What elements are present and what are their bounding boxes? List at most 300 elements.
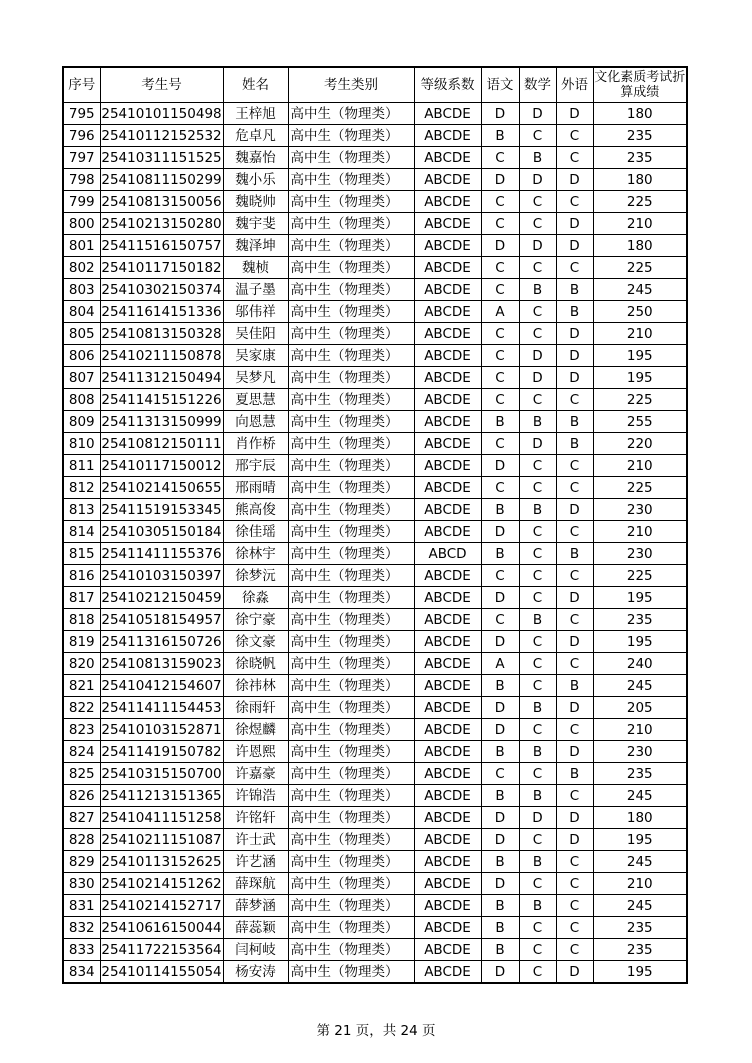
cell-chinese: C <box>481 147 519 169</box>
cell-foreign: C <box>556 939 593 961</box>
cell-category: 高中生（物理类） <box>288 213 414 235</box>
cell-foreign: C <box>556 851 593 873</box>
cell-exam-no: 25411722153564 <box>100 939 223 961</box>
cell-category: 高中生（物理类） <box>288 433 414 455</box>
cell-category: 高中生（物理类） <box>288 587 414 609</box>
cell-math: C <box>519 565 556 587</box>
cell-grade-coeff: ABCDE <box>414 895 481 917</box>
cell-category: 高中生（物理类） <box>288 477 414 499</box>
cell-math: C <box>519 323 556 345</box>
cell-category: 高中生（物理类） <box>288 565 414 587</box>
cell-name: 魏宇斐 <box>223 213 288 235</box>
table-row <box>63 609 687 631</box>
cell-exam-no: 25410813150056 <box>100 191 223 213</box>
cell-grade-coeff: ABCDE <box>414 147 481 169</box>
table-row <box>63 103 687 125</box>
cell-math: B <box>519 895 556 917</box>
cell-exam-no: 25411411155376 <box>100 543 223 565</box>
cell-name: 徐雨轩 <box>223 697 288 719</box>
cell-category: 高中生（物理类） <box>288 147 414 169</box>
cell-category: 高中生（物理类） <box>288 235 414 257</box>
cell-foreign: C <box>556 917 593 939</box>
cell-exam-no: 25410103152871 <box>100 719 223 741</box>
cell-math: D <box>519 433 556 455</box>
cell-name: 熊高俊 <box>223 499 288 521</box>
cell-exam-no: 25410117150182 <box>100 257 223 279</box>
table-row <box>63 587 687 609</box>
table-row <box>63 873 687 895</box>
table-row <box>63 675 687 697</box>
cell-category: 高中生（物理类） <box>288 719 414 741</box>
cell-grade-coeff: ABCDE <box>414 367 481 389</box>
cell-score: 180 <box>593 235 687 257</box>
table-row <box>63 807 687 829</box>
cell-category: 高中生（物理类） <box>288 939 414 961</box>
cell-category: 高中生（物理类） <box>288 961 414 984</box>
cell-category: 高中生（物理类） <box>288 631 414 653</box>
table-row <box>63 565 687 587</box>
cell-seq: 812 <box>63 477 100 499</box>
table-row <box>63 543 687 565</box>
header-seq: 序号 <box>63 67 100 103</box>
cell-exam-no: 25410117150012 <box>100 455 223 477</box>
cell-chinese: D <box>481 631 519 653</box>
cell-math: C <box>519 675 556 697</box>
cell-grade-coeff: ABCDE <box>414 345 481 367</box>
cell-chinese: B <box>481 543 519 565</box>
cell-math: D <box>519 807 556 829</box>
cell-foreign: B <box>556 301 593 323</box>
cell-seq: 823 <box>63 719 100 741</box>
cell-seq: 798 <box>63 169 100 191</box>
cell-chinese: D <box>481 455 519 477</box>
cell-category: 高中生（物理类） <box>288 917 414 939</box>
cell-math: C <box>519 631 556 653</box>
table-row <box>63 697 687 719</box>
cell-name: 徐煜麟 <box>223 719 288 741</box>
cell-seq: 834 <box>63 961 100 984</box>
header-category: 考生类别 <box>288 67 414 103</box>
table-row <box>63 213 687 235</box>
table-row <box>63 895 687 917</box>
cell-exam-no: 25410813159023 <box>100 653 223 675</box>
cell-name: 温子墨 <box>223 279 288 301</box>
cell-seq: 815 <box>63 543 100 565</box>
cell-seq: 810 <box>63 433 100 455</box>
cell-name: 徐佳瑶 <box>223 521 288 543</box>
cell-category: 高中生（物理类） <box>288 279 414 301</box>
cell-math: C <box>519 521 556 543</box>
cell-foreign: C <box>556 719 593 741</box>
cell-category: 高中生（物理类） <box>288 829 414 851</box>
cell-category: 高中生（物理类） <box>288 785 414 807</box>
table-row <box>63 521 687 543</box>
cell-category: 高中生（物理类） <box>288 389 414 411</box>
table-row <box>63 763 687 785</box>
cell-category: 高中生（物理类） <box>288 653 414 675</box>
cell-name: 吴佳阳 <box>223 323 288 345</box>
cell-exam-no: 25410211150878 <box>100 345 223 367</box>
cell-name: 魏小乐 <box>223 169 288 191</box>
cell-category: 高中生（物理类） <box>288 411 414 433</box>
cell-grade-coeff: ABCDE <box>414 873 481 895</box>
cell-seq: 807 <box>63 367 100 389</box>
header-grade-coeff: 等级系数 <box>414 67 481 103</box>
table-row <box>63 235 687 257</box>
cell-math: C <box>519 873 556 895</box>
cell-seq: 820 <box>63 653 100 675</box>
cell-chinese: C <box>481 389 519 411</box>
cell-category: 高中生（物理类） <box>288 543 414 565</box>
cell-math: C <box>519 917 556 939</box>
table-row <box>63 125 687 147</box>
cell-math: D <box>519 367 556 389</box>
cell-math: B <box>519 147 556 169</box>
cell-score: 235 <box>593 147 687 169</box>
cell-seq: 796 <box>63 125 100 147</box>
cell-math: D <box>519 169 556 191</box>
cell-foreign: B <box>556 279 593 301</box>
cell-grade-coeff: ABCDE <box>414 565 481 587</box>
cell-score: 225 <box>593 389 687 411</box>
cell-name: 徐文豪 <box>223 631 288 653</box>
cell-score: 195 <box>593 345 687 367</box>
cell-seq: 827 <box>63 807 100 829</box>
cell-exam-no: 25411419150782 <box>100 741 223 763</box>
cell-category: 高中生（物理类） <box>288 521 414 543</box>
table-row <box>63 499 687 521</box>
table-row <box>63 411 687 433</box>
cell-category: 高中生（物理类） <box>288 851 414 873</box>
cell-chinese: D <box>481 719 519 741</box>
cell-exam-no: 25410211151087 <box>100 829 223 851</box>
cell-name: 吴梦凡 <box>223 367 288 389</box>
cell-chinese: D <box>481 103 519 125</box>
cell-score: 240 <box>593 653 687 675</box>
cell-math: C <box>519 477 556 499</box>
cell-math: C <box>519 763 556 785</box>
cell-grade-coeff: ABCDE <box>414 301 481 323</box>
cell-score: 195 <box>593 631 687 653</box>
cell-score: 230 <box>593 543 687 565</box>
cell-grade-coeff: ABCDE <box>414 433 481 455</box>
cell-exam-no: 25410302150374 <box>100 279 223 301</box>
cell-foreign: C <box>556 521 593 543</box>
cell-exam-no: 25410518154957 <box>100 609 223 631</box>
cell-math: C <box>519 653 556 675</box>
cell-chinese: D <box>481 235 519 257</box>
cell-exam-no: 25410214150655 <box>100 477 223 499</box>
cell-grade-coeff: ABCDE <box>414 807 481 829</box>
cell-score: 250 <box>593 301 687 323</box>
cell-foreign: D <box>556 367 593 389</box>
cell-chinese: C <box>481 367 519 389</box>
cell-category: 高中生（物理类） <box>288 345 414 367</box>
cell-seq: 806 <box>63 345 100 367</box>
table-row <box>63 961 687 984</box>
table-row <box>63 455 687 477</box>
cell-math: D <box>519 103 556 125</box>
cell-seq: 800 <box>63 213 100 235</box>
table-row <box>63 477 687 499</box>
cell-seq: 829 <box>63 851 100 873</box>
cell-math: D <box>519 235 556 257</box>
cell-foreign: B <box>556 433 593 455</box>
cell-category: 高中生（物理类） <box>288 895 414 917</box>
cell-exam-no: 25411614151336 <box>100 301 223 323</box>
cell-grade-coeff: ABCDE <box>414 411 481 433</box>
cell-math: D <box>519 345 556 367</box>
cell-grade-coeff: ABCDE <box>414 323 481 345</box>
table-row <box>63 829 687 851</box>
cell-seq: 832 <box>63 917 100 939</box>
cell-name: 徐淼 <box>223 587 288 609</box>
table-row <box>63 433 687 455</box>
cell-name: 夏思慧 <box>223 389 288 411</box>
cell-math: C <box>519 961 556 984</box>
table-row <box>63 169 687 191</box>
cell-score: 210 <box>593 521 687 543</box>
cell-name: 邢雨晴 <box>223 477 288 499</box>
cell-foreign: D <box>556 741 593 763</box>
cell-score: 205 <box>593 697 687 719</box>
cell-grade-coeff: ABCDE <box>414 741 481 763</box>
cell-foreign: C <box>556 125 593 147</box>
cell-exam-no: 25410212150459 <box>100 587 223 609</box>
cell-foreign: D <box>556 587 593 609</box>
cell-score: 210 <box>593 213 687 235</box>
cell-name: 薛梦涵 <box>223 895 288 917</box>
table-row <box>63 917 687 939</box>
cell-foreign: C <box>556 257 593 279</box>
header-exam-no: 考生号 <box>100 67 223 103</box>
cell-grade-coeff: ABCDE <box>414 851 481 873</box>
cell-score: 230 <box>593 499 687 521</box>
cell-foreign: B <box>556 411 593 433</box>
cell-name: 魏晓帅 <box>223 191 288 213</box>
cell-seq: 801 <box>63 235 100 257</box>
table-body <box>63 103 687 984</box>
cell-seq: 818 <box>63 609 100 631</box>
cell-grade-coeff: ABCDE <box>414 631 481 653</box>
cell-score: 230 <box>593 741 687 763</box>
cell-exam-no: 25411411154453 <box>100 697 223 719</box>
cell-category: 高中生（物理类） <box>288 103 414 125</box>
cell-name: 闫柯岐 <box>223 939 288 961</box>
cell-exam-no: 25410305150184 <box>100 521 223 543</box>
cell-exam-no: 25410311151525 <box>100 147 223 169</box>
cell-category: 高中生（物理类） <box>288 301 414 323</box>
cell-category: 高中生（物理类） <box>288 169 414 191</box>
cell-grade-coeff: ABCDE <box>414 719 481 741</box>
cell-exam-no: 25410411151258 <box>100 807 223 829</box>
table-row <box>63 719 687 741</box>
table-row <box>63 323 687 345</box>
cell-foreign: D <box>556 323 593 345</box>
cell-exam-no: 25410315150700 <box>100 763 223 785</box>
cell-chinese: B <box>481 785 519 807</box>
cell-chinese: D <box>481 587 519 609</box>
cell-math: B <box>519 279 556 301</box>
cell-score: 245 <box>593 785 687 807</box>
cell-foreign: C <box>556 147 593 169</box>
cell-name: 向恩慧 <box>223 411 288 433</box>
cell-exam-no: 25410113152625 <box>100 851 223 873</box>
cell-grade-coeff: ABCDE <box>414 499 481 521</box>
cell-score: 245 <box>593 675 687 697</box>
table-row <box>63 939 687 961</box>
cell-chinese: C <box>481 345 519 367</box>
cell-name: 徐宁豪 <box>223 609 288 631</box>
cell-score: 210 <box>593 719 687 741</box>
cell-math: C <box>519 191 556 213</box>
cell-grade-coeff: ABCDE <box>414 675 481 697</box>
cell-exam-no: 25410811150299 <box>100 169 223 191</box>
cell-score: 180 <box>593 169 687 191</box>
cell-seq: 797 <box>63 147 100 169</box>
cell-math: B <box>519 499 556 521</box>
cell-exam-no: 25410101150498 <box>100 103 223 125</box>
cell-grade-coeff: ABCDE <box>414 125 481 147</box>
cell-math: B <box>519 411 556 433</box>
cell-seq: 809 <box>63 411 100 433</box>
table-row <box>63 851 687 873</box>
cell-grade-coeff: ABCDE <box>414 191 481 213</box>
cell-exam-no: 25410214151262 <box>100 873 223 895</box>
cell-score: 245 <box>593 851 687 873</box>
cell-foreign: C <box>556 895 593 917</box>
cell-math: C <box>519 389 556 411</box>
score-table <box>62 66 688 984</box>
cell-score: 180 <box>593 103 687 125</box>
cell-score: 225 <box>593 191 687 213</box>
cell-chinese: B <box>481 851 519 873</box>
cell-chinese: C <box>481 565 519 587</box>
cell-math: C <box>519 257 556 279</box>
cell-seq: 830 <box>63 873 100 895</box>
cell-grade-coeff: ABCDE <box>414 521 481 543</box>
cell-exam-no: 25410616150044 <box>100 917 223 939</box>
cell-chinese: C <box>481 609 519 631</box>
cell-grade-coeff: ABCDE <box>414 917 481 939</box>
cell-seq: 821 <box>63 675 100 697</box>
header-score: 文化素质考试折算成绩 <box>593 67 687 103</box>
cell-chinese: B <box>481 939 519 961</box>
cell-grade-coeff: ABCDE <box>414 653 481 675</box>
cell-chinese: A <box>481 653 519 675</box>
cell-seq: 833 <box>63 939 100 961</box>
cell-grade-coeff: ABCDE <box>414 213 481 235</box>
cell-name: 许恩熙 <box>223 741 288 763</box>
cell-foreign: C <box>556 565 593 587</box>
cell-chinese: B <box>481 411 519 433</box>
cell-score: 210 <box>593 323 687 345</box>
cell-name: 邢宇辰 <box>223 455 288 477</box>
cell-name: 邬伟祥 <box>223 301 288 323</box>
cell-seq: 822 <box>63 697 100 719</box>
cell-category: 高中生（物理类） <box>288 873 414 895</box>
cell-name: 魏嘉怡 <box>223 147 288 169</box>
cell-grade-coeff: ABCDE <box>414 389 481 411</box>
cell-seq: 813 <box>63 499 100 521</box>
cell-exam-no: 25410114155054 <box>100 961 223 984</box>
cell-chinese: C <box>481 279 519 301</box>
cell-category: 高中生（物理类） <box>288 191 414 213</box>
cell-grade-coeff: ABCDE <box>414 609 481 631</box>
cell-chinese: C <box>481 323 519 345</box>
cell-math: C <box>519 213 556 235</box>
cell-foreign: C <box>556 455 593 477</box>
cell-seq: 803 <box>63 279 100 301</box>
cell-score: 195 <box>593 367 687 389</box>
cell-math: C <box>519 939 556 961</box>
cell-exam-no: 25410812150111 <box>100 433 223 455</box>
cell-category: 高中生（物理类） <box>288 697 414 719</box>
cell-exam-no: 25410412154607 <box>100 675 223 697</box>
cell-foreign: D <box>556 961 593 984</box>
cell-seq: 808 <box>63 389 100 411</box>
cell-grade-coeff: ABCDE <box>414 961 481 984</box>
cell-chinese: A <box>481 301 519 323</box>
cell-score: 195 <box>593 829 687 851</box>
cell-foreign: C <box>556 609 593 631</box>
cell-foreign: B <box>556 675 593 697</box>
cell-exam-no: 25411519153345 <box>100 499 223 521</box>
cell-chinese: D <box>481 169 519 191</box>
cell-grade-coeff: ABCDE <box>414 939 481 961</box>
cell-category: 高中生（物理类） <box>288 807 414 829</box>
cell-foreign: C <box>556 389 593 411</box>
cell-foreign: C <box>556 873 593 895</box>
cell-math: C <box>519 829 556 851</box>
cell-foreign: D <box>556 103 593 125</box>
cell-name: 徐林宇 <box>223 543 288 565</box>
cell-exam-no: 25410112152532 <box>100 125 223 147</box>
cell-seq: 805 <box>63 323 100 345</box>
cell-name: 肖作桥 <box>223 433 288 455</box>
cell-score: 225 <box>593 257 687 279</box>
cell-foreign: C <box>556 785 593 807</box>
cell-math: C <box>519 587 556 609</box>
cell-score: 245 <box>593 895 687 917</box>
cell-chinese: B <box>481 895 519 917</box>
cell-category: 高中生（物理类） <box>288 763 414 785</box>
cell-score: 235 <box>593 763 687 785</box>
cell-math: C <box>519 543 556 565</box>
cell-grade-coeff: ABCDE <box>414 697 481 719</box>
cell-math: B <box>519 609 556 631</box>
cell-score: 180 <box>593 807 687 829</box>
cell-foreign: D <box>556 499 593 521</box>
cell-name: 薛蕊颖 <box>223 917 288 939</box>
cell-exam-no: 25411316150726 <box>100 631 223 653</box>
cell-chinese: B <box>481 125 519 147</box>
cell-category: 高中生（物理类） <box>288 609 414 631</box>
cell-seq: 802 <box>63 257 100 279</box>
cell-foreign: D <box>556 169 593 191</box>
cell-math: C <box>519 455 556 477</box>
cell-name: 危卓凡 <box>223 125 288 147</box>
cell-grade-coeff: ABCDE <box>414 785 481 807</box>
header-math: 数学 <box>519 67 556 103</box>
cell-math: B <box>519 697 556 719</box>
cell-name: 徐晓帆 <box>223 653 288 675</box>
cell-seq: 799 <box>63 191 100 213</box>
cell-name: 王梓旭 <box>223 103 288 125</box>
cell-category: 高中生（物理类） <box>288 125 414 147</box>
cell-name: 徐梦沅 <box>223 565 288 587</box>
table-row <box>63 653 687 675</box>
